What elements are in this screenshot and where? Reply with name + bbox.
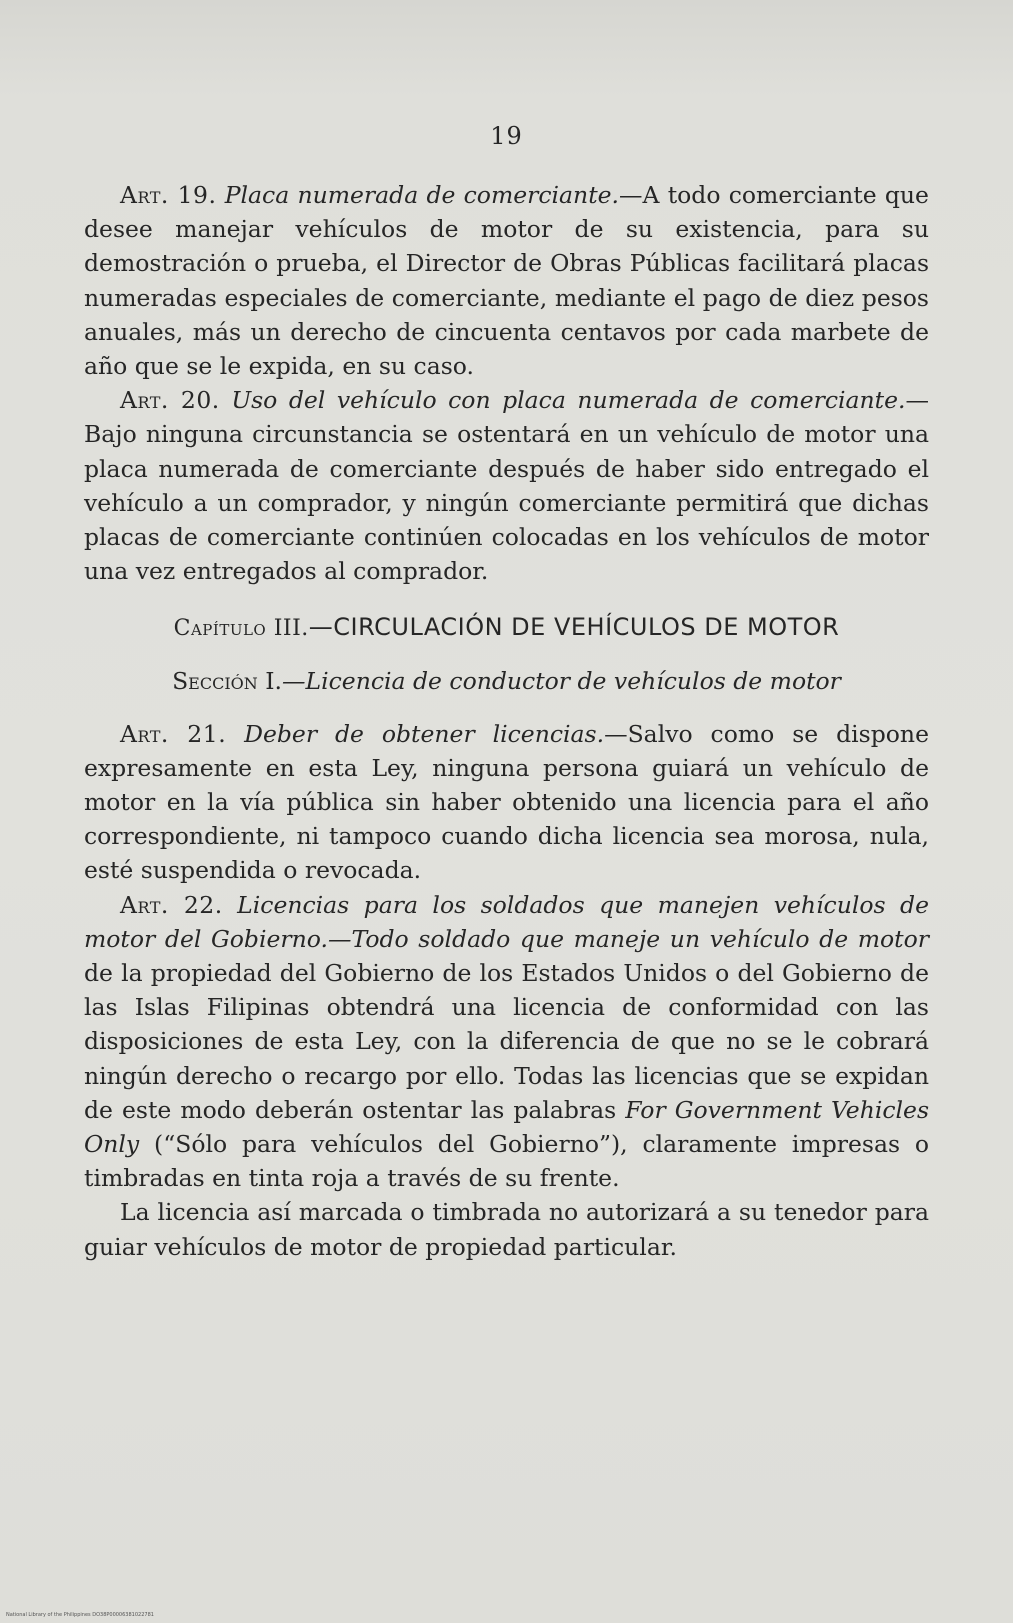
- page-number: 19: [490, 122, 523, 150]
- closing-paragraph: La licencia así marcada o timbrada no autorizará a su tenedor para guiar vehículos de motor de propiedad particular.: [84, 1198, 929, 1261]
- scan-footer: National Library of the Philippines DO38P00006381022781: [6, 1612, 154, 1618]
- chapter-label: Capítulo III.: [173, 616, 309, 642]
- article-22-title: Licencias para los soldados que manejen vehículos de motor del Gobierno.: [84, 890, 929, 953]
- chapter-heading: [84, 610, 929, 646]
- article-19: [84, 178, 929, 383]
- section-title: —Licencia de conductor de vehículos de motor: [282, 667, 841, 696]
- article-19-text: —A todo comerciante que desee manejar vehículos de motor de su existencia, para su demostración o prueba, el Director de Obras Públicas facilitará placas numeradas especiales de comerciante, mediante el pago de diez pesos anuales, más un derecho de cincuenta centavos por cada marbete de año que se le expida, en su caso.: [84, 181, 929, 381]
- article-20-text: —Bajo ninguna circunstancia se ostentará en un vehículo de motor una placa numerada de comerciante después de haber sido entregado el vehículo a un comprador, y ningún comerciante permitirá que dichas placas de comerciante continúen colocadas en los vehículos de motor una vez entregados al comprador.: [84, 386, 929, 586]
- article-21-title: Deber de obtener licencias.: [244, 719, 605, 748]
- chapter-title: —CIRCULACIÓN DE VEHÍCULOS DE MOTOR: [308, 613, 840, 642]
- article-22-italic-phrase: For Government Vehicles Only: [84, 1095, 929, 1159]
- article-22-italic-lead: —Todo soldado que maneje un vehículo de motor: [327, 924, 929, 953]
- article-21-text: —Salvo como se dispone expresamente en esta Ley, ninguna persona guiará un vehículo de motor en la vía pública sin haber obtenido una licencia para el año correspondiente, ni tampoco cuando dicha licencia sea morosa, nula, esté suspendida o revocada.: [84, 719, 929, 885]
- article-19-title: Placa numerada de comerciante.: [224, 181, 620, 209]
- article-21-label: Art. 21.: [120, 719, 227, 748]
- page-body: [84, 178, 929, 1264]
- section-heading: [84, 664, 929, 698]
- article-19-label: Art. 19.: [120, 181, 217, 209]
- article-21: [84, 717, 929, 888]
- article-22-text-b: (“Sólo para vehículos del Gobierno”), claramente impresas o timbradas en tinta roja a través de su frente.: [84, 1130, 929, 1193]
- article-22: [84, 888, 929, 1196]
- article-20-label: Art. 20.: [120, 386, 220, 415]
- section-label: Sección I.: [172, 667, 283, 696]
- article-22-text-a: de la propiedad del Gobierno de los Estados Unidos o del Gobierno de las Islas Filipinas obtendrá una licencia de conformidad con las disposiciones de esta Ley, con la diferencia de que no se le cobrará ningún derecho o recargo por ello. Todas las licencias que se expidan de este modo deberán ostentar las palabras: [84, 959, 929, 1124]
- article-22-label: Art. 22.: [120, 890, 223, 919]
- article-20-title: Uso del vehículo con placa numerada de comerciante.: [231, 386, 906, 415]
- article-20: [84, 383, 929, 588]
